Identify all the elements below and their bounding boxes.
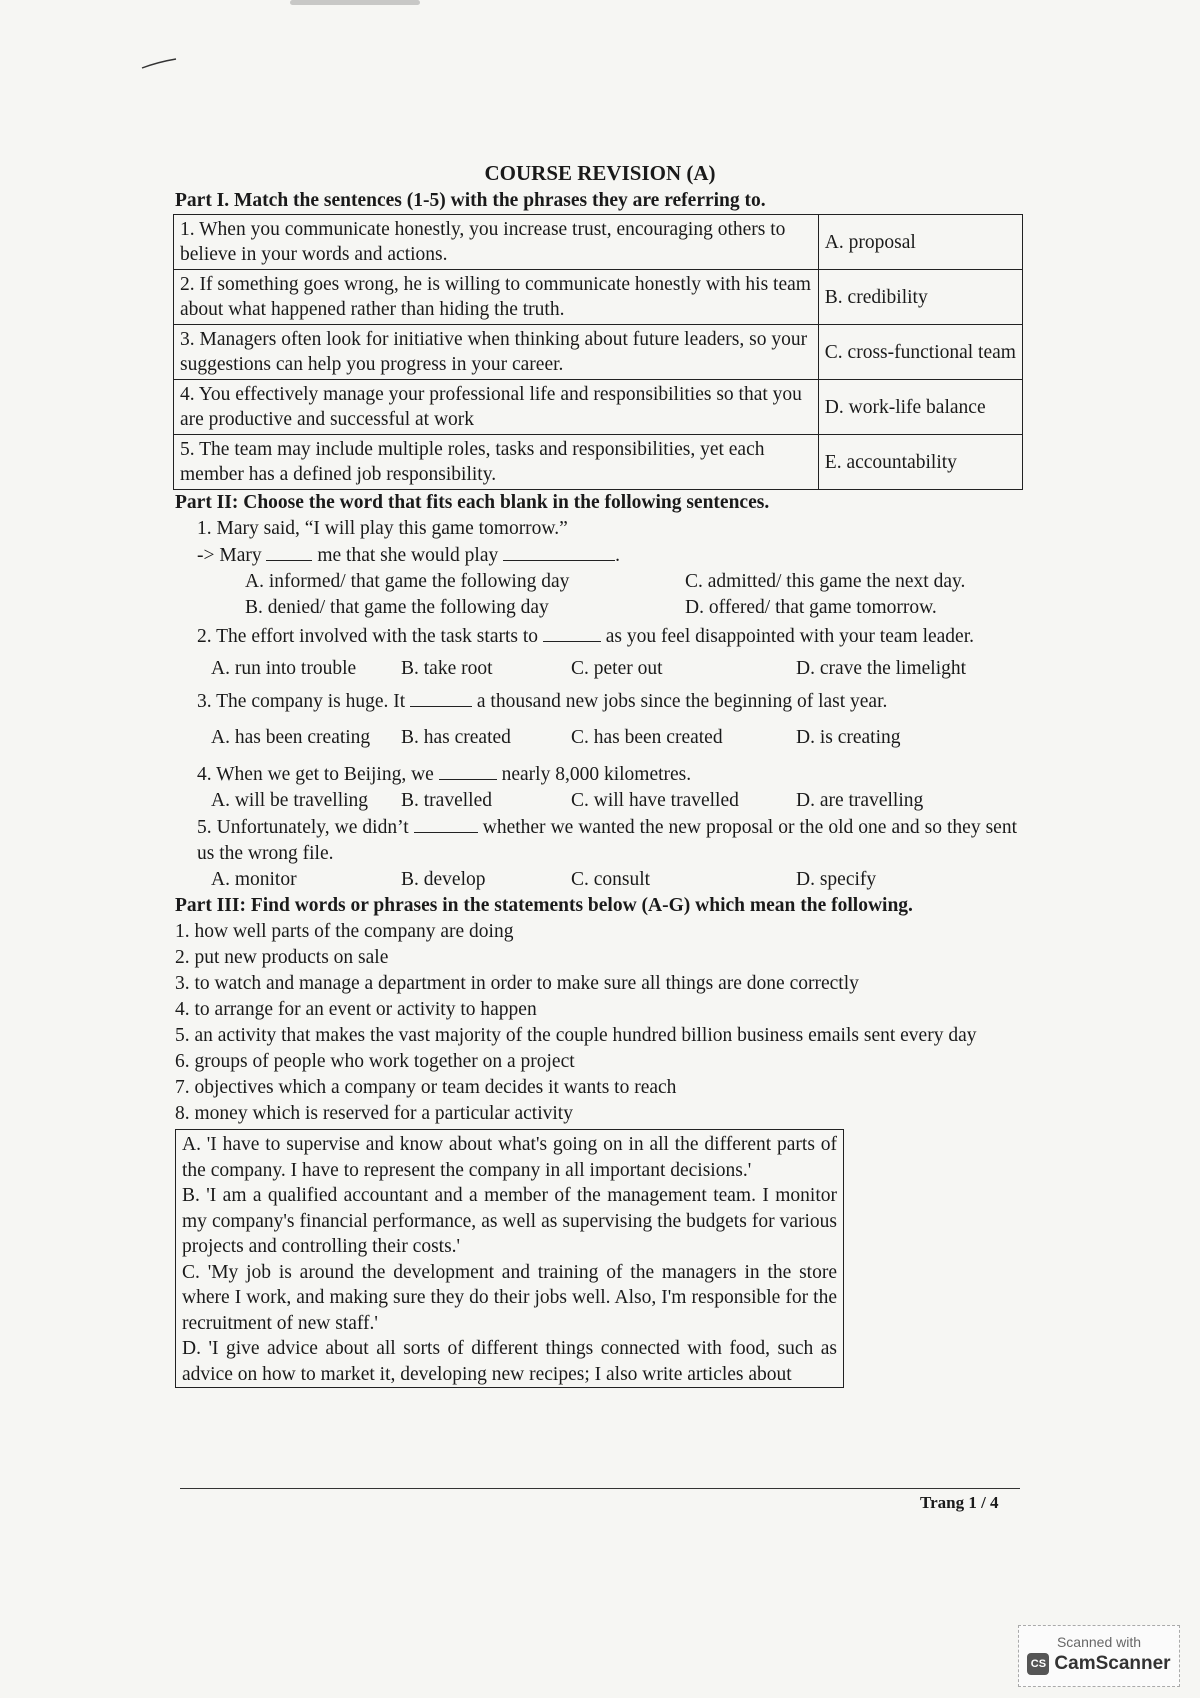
list-item: 4. to arrange for an event or activity to happen (175, 999, 537, 1020)
option-c[interactable]: C. consult (571, 869, 651, 890)
list-item: 1. how well parts of the company are doing (175, 921, 514, 942)
question-4 (197, 761, 1025, 788)
question-5 (197, 814, 1017, 867)
answer-blank[interactable] (410, 688, 472, 707)
options-q3 (211, 725, 1025, 751)
option-c[interactable]: C. will have travelled (571, 790, 739, 811)
statement-b: B. 'I am a qualified accountant and a member of the management team. I monitor my company's financial performance, as well as supervising the budgets for various projects and controlling their costs.' (182, 1185, 837, 1257)
option-c[interactable]: C. has been created (571, 727, 723, 748)
answer-blank[interactable] (439, 761, 497, 780)
table-row (174, 270, 1023, 325)
option-a[interactable]: A. monitor (211, 869, 297, 890)
list-item: 7. objectives which a company or team decides it wants to reach (175, 1077, 677, 1098)
statement-c: C. 'My job is around the development and training of the managers in the store where I work, and making sure they do their jobs well. Also, I'm responsible for the recruitment of new staff.' (182, 1261, 837, 1334)
option-d[interactable]: D. crave the limelight (796, 658, 967, 679)
list-item: 8. money which is reserved for a particular activity (175, 1103, 573, 1124)
phrase-cell: C. cross-functional team (818, 325, 1022, 380)
table-row (174, 215, 1023, 270)
page-title: COURSE REVISION (A) (484, 161, 716, 185)
option-b[interactable]: B. has created (401, 727, 511, 748)
table-row (174, 380, 1023, 435)
watermark-name: CamScanner (1054, 1653, 1171, 1674)
options-q2 (211, 656, 1025, 682)
options-q5 (211, 867, 1025, 893)
watermark-brand (1019, 1653, 1179, 1675)
question-stem-rest: as you feel disappointed with your team leader. (605, 626, 974, 647)
option-d[interactable]: D. offered/ that game tomorrow. (685, 597, 937, 618)
phrase-cell: A. proposal (818, 215, 1022, 270)
list-item: 2. put new products on sale (175, 947, 389, 968)
phrase-cell: B. credibility (818, 270, 1022, 325)
option-b[interactable]: B. take root (401, 658, 493, 679)
option-c[interactable]: C. peter out (571, 658, 663, 679)
part1-heading: Part I. Match the sentences (1-5) with the phrases they are referring to. (175, 190, 766, 211)
answer-blank[interactable] (503, 542, 615, 561)
watermark-caption: Scanned with (1056, 1634, 1142, 1650)
table-row (174, 325, 1023, 380)
option-b[interactable]: B. denied/ that game the following day (245, 597, 549, 618)
table-row (174, 435, 1023, 490)
sentence-cell: 4. You effectively manage your professional life and responsibilities so that you are productive and successful at work (174, 380, 819, 435)
statement-d: D. 'I give advice about all sorts of different things connected with food, such as advice on how to market it, developing new recipes; I also write articles about (182, 1338, 837, 1385)
option-b[interactable]: B. develop (401, 869, 486, 890)
sentence-cell: 2. If something goes wrong, he is willing to communicate honestly with his team about what happened rather than hiding the truth. (174, 270, 819, 325)
definitions-list (175, 919, 1025, 1127)
question-stem: 2. The effort involved with the task starts to (197, 626, 539, 647)
options-q1 (245, 569, 1025, 621)
option-b[interactable]: B. travelled (401, 790, 492, 811)
phrase-cell: E. accountability (818, 435, 1022, 490)
question-rewrite-line (197, 542, 1025, 569)
option-a[interactable]: A. will be travelling (211, 790, 369, 811)
page-number: Trang 1 / 4 (920, 1493, 999, 1512)
question-stem-rest: a thousand new jobs since the beginning of last year. (476, 691, 888, 712)
rewrite-middle: me that she would play (317, 545, 499, 566)
sentence-cell: 1. When you communicate honestly, you increase trust, encouraging others to believe in your words and actions. (174, 215, 819, 270)
question-stem: 3. The company is huge. It (197, 691, 406, 712)
option-d[interactable]: D. specify (796, 869, 877, 890)
document-body (175, 160, 1025, 1388)
answer-blank[interactable] (414, 814, 478, 833)
sentence-cell: 5. The team may include multiple roles, tasks and responsibilities, yet each member has a defined job responsibility. (174, 435, 819, 490)
question-2 (197, 623, 1017, 650)
camscanner-watermark (1018, 1625, 1180, 1687)
answer-blank[interactable] (543, 623, 601, 642)
question-1 (197, 516, 1025, 569)
option-a[interactable]: A. has been creating (211, 727, 371, 748)
question-stem-rest: whether we wanted the new proposal or the old one and so they sent us the wrong file. (197, 817, 1018, 864)
phrase-cell: D. work-life balance (818, 380, 1022, 435)
option-a[interactable]: A. informed/ that game the following day (245, 571, 570, 592)
matching-table (173, 214, 1023, 490)
scan-artifact (290, 0, 420, 5)
question-3 (197, 688, 1025, 715)
rewrite-start: -> Mary (197, 545, 262, 566)
part2-heading: Part II: Choose the word that fits each blank in the following sentences. (175, 492, 770, 513)
option-a[interactable]: A. run into trouble (211, 658, 357, 679)
list-item: 6. groups of people who work together on a project (175, 1051, 575, 1072)
question-stem: 4. When we get to Beijing, we (197, 764, 434, 785)
list-item: 5. an activity that makes the vast majority of the couple hundred billion business emails sent every day (175, 1025, 977, 1046)
option-d[interactable]: D. is creating (796, 727, 901, 748)
list-item: 3. to watch and manage a department in order to make sure all things are done correctly (175, 973, 859, 994)
statement-a: A. 'I have to supervise and know about what's going on in all the different parts of the company. I have to represent the company in all important decisions.' (182, 1134, 837, 1181)
part3-heading: Part III: Find words or phrases in the statements below (A-G) which mean the following. (175, 895, 913, 916)
footer-divider (180, 1488, 1020, 1489)
answer-blank[interactable] (266, 542, 312, 561)
question-stem: 1. Mary said, “I will play this game tomorrow.” (197, 518, 568, 539)
sentence-cell: 3. Managers often look for initiative when thinking about future leaders, so your suggestions can help you progress in your career. (174, 325, 819, 380)
rewrite-end: . (615, 545, 620, 566)
option-d[interactable]: D. are travelling (796, 790, 924, 811)
options-q4 (211, 788, 1025, 814)
pen-mark (140, 56, 180, 70)
option-c[interactable]: C. admitted/ this game the next day. (685, 571, 966, 592)
question-stem-rest: nearly 8,000 kilometres. (501, 764, 692, 785)
question-stem: 5. Unfortunately, we didn’t (197, 817, 409, 838)
camscanner-logo-icon: CS (1027, 1653, 1049, 1675)
statements-box (175, 1129, 844, 1388)
